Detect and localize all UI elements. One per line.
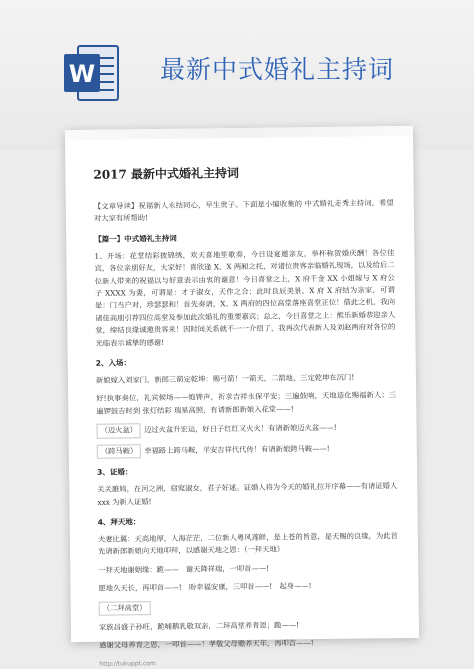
document-page: [65, 126, 419, 668]
subheading-worship: 4、拜天地：: [97, 517, 141, 527]
paragraph-thanks: 感谢父母养育之恩，一叩首——！孝敬父母赡养天年，再叩首——!: [99, 638, 314, 651]
saddle-text: 幸福路上跨马鞍，平安吉祥代代传！有请新娘跨马鞍——!: [144, 443, 330, 455]
word-logo-icon: [62, 40, 120, 106]
paragraph-opening: 1、开场：花堂结彩披锦绣，欢天喜地笙歌奏，今日设宴邀亲友，举杯称贺婚庆酬！各位佳宾，各位亲朋好友，大家好！喜欣逢 X、X 两厢之托，对诸位贵客亲临婚礼现场，以及给后二位新人带来的祝福以与好意表示由衷的谢意！今日喜堂之上，X 府千金 XX 小姐嫁与 X 府公子 XXXX 为妻，可谓是：才子淑女，天作之合；此时良辰美景，X 府 X 府结为亲家，可谓是：门当户对，珍瑟瑟和！首先奏请，X、X 两府的四位高堂落座喜堂正位！借此之机，我向诸佳高朋引荐四位高堂及参加此次婚礼的重要嘉宾；总之，今日喜堂之上：熊乐新婚恭迎亲人堂，缔结良缘诚邀贵客来！因时间关系就不一一介绍了，我再次代表新人及刘赵两府对各位的光临表示诚挚的感谢!: [94, 247, 396, 348]
fire-basin-label: （迈火盆）: [96, 424, 141, 439]
footer-url: http://tukuppt.com: [99, 659, 156, 668]
document-body: [93, 156, 399, 667]
paragraph-entrance: 新娘嫁入刘家门，新郎三箭定乾坤：赐弓箭！一箭天，二箭地，三定乾坤在沉门!: [95, 372, 355, 385]
paragraph-parents: 家族昌盛子孙旺，跪哺鹅乳敬双亲，二拜高堂养育恩；跪——!: [98, 620, 299, 632]
section-heading: 【篇一】中式婚礼主持词: [94, 233, 177, 244]
paragraph-ceremony: 好!执事奏位，礼宾候场——炮铧声，祈求吉祥永保平安；三遍鼓响，天地造化赐福新人；三遍锣鼓吉时到 张灯结彩 瑞星高照，有请新郎新娘入花堂——!: [96, 390, 397, 416]
paragraph-fire-basin: [96, 420, 396, 438]
fire-basin-text: 迈过火盆升宏运，好日子红红又火火！有请新娘迈火盆——!: [143, 423, 337, 435]
intro-paragraph: 【文章导读】祝福新人永结同心，早生贵子。下面是小编收集的 中式婚礼走秀主持词，希望对大家有所帮助!: [93, 198, 394, 224]
saddle-label: （跨马鞍）: [97, 444, 142, 459]
paragraph-worship: 夫妻比翼：天高地厚，人海茫茫，二位新人粤风莲鲜，是上苍的旨意，是天赐的良缘，为此首先请新郎新娘向天地叩拜，以感谢天地之恩：（一拜天地）: [97, 531, 398, 557]
paragraph-bow-1: 一拜天地谢姻缘：跪—— 谢天降祥瑞，一叩首——!: [98, 563, 270, 575]
svg-text:W: W: [68, 60, 96, 88]
subheading-witness: 3、证婚：: [97, 467, 133, 477]
parents-label: （二拜高堂）: [99, 601, 151, 616]
paragraph-parents-label-row: [99, 598, 399, 616]
paragraph-bow-2: 愿地久天长，再叩首——! 盼幸福安康，三叩首——! 起身——!: [98, 581, 312, 593]
paragraph-saddle: [97, 441, 397, 459]
document-title: 2017 最新中式婚礼主持词: [93, 166, 240, 182]
paragraph-witness: 关关雎鸠，在河之洲，窈窕淑女，君子好逑。证婚人将为今天的婚礼拉开序幕——有请证婚人 xxx 为新人证婚!: [97, 481, 398, 507]
page-title: 最新中式婚礼主持词: [160, 55, 395, 84]
subheading-entrance: 2、入场：: [95, 358, 132, 368]
